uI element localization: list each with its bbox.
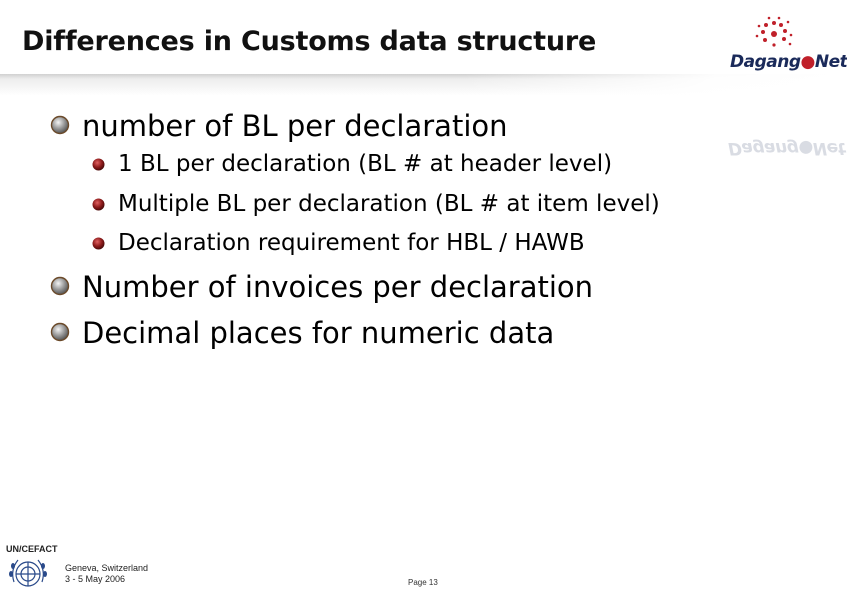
sub-bullet-dot-icon <box>92 237 105 250</box>
sub-bullet-item-1-text: 1 BL per declaration (BL # at header level) <box>118 151 613 177</box>
dagangnet-logo <box>722 16 847 76</box>
logo-reflection-left: Dagang <box>728 138 799 158</box>
slide-title: Differences in Customs data structure <box>22 26 597 57</box>
logo-dot: ● <box>800 52 815 72</box>
footer-location-date <box>65 563 148 585</box>
bullet-item-3-text: Decimal places for numeric data <box>82 316 555 350</box>
logo-text-right: Net <box>814 52 847 72</box>
title-underline-fade <box>0 74 842 100</box>
bullet-item-1-text: number of BL per declaration <box>82 109 508 143</box>
logo-wordmark <box>730 52 847 72</box>
sub-bullet-dot-icon <box>92 158 105 171</box>
footer-page-number: Page 13 <box>408 578 438 587</box>
logo-text-left: Dagang <box>730 52 801 72</box>
logo-reflection <box>728 138 845 158</box>
bullet-sphere-icon <box>50 115 70 135</box>
sub-bullet-dot-icon <box>92 198 105 211</box>
sub-bullet-item-2-text: Multiple BL per declaration (BL # at item level) <box>118 191 660 217</box>
sub-bullet-item-3-text: Declaration requirement for HBL / HAWB <box>118 230 585 256</box>
logo-reflection-right: Net <box>812 138 846 158</box>
footer-location: Geneva, Switzerland <box>65 563 149 573</box>
bullet-item-2-text: Number of invoices per declaration <box>82 270 594 304</box>
un-cefact-label: UN/CEFACT <box>6 544 58 554</box>
logo-reflection-dot: ● <box>798 138 813 158</box>
footer-date: 3 - 5 May 2006 <box>65 574 126 584</box>
bullet-sphere-icon <box>50 322 70 342</box>
un-emblem-icon <box>6 552 50 594</box>
bullet-sphere-icon <box>50 276 70 296</box>
